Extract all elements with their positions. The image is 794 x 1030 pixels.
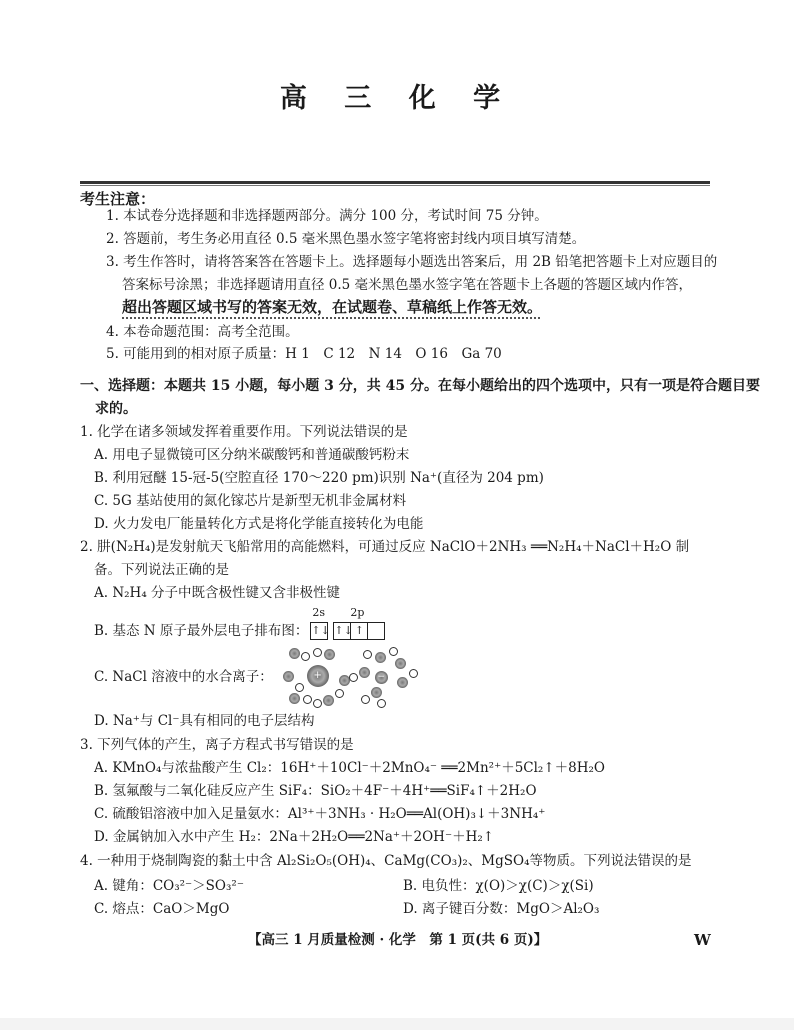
header-rule [80,181,710,184]
section-heading-cont: 求的。 [95,401,137,417]
water-molecule [324,649,335,660]
water-molecule [323,695,334,706]
orbital-box-2p [367,622,385,640]
q2-option-c: C. NaCl 溶液中的水合离子： [94,669,273,685]
notice-item: 答案标号涂黑；非选择题请用直径 0.5 毫米黑色墨水签字笔在答题卡上各题的答题区域内作答， [122,277,693,293]
water-molecule [397,677,408,688]
water-molecule [289,693,300,704]
water-molecule [283,671,294,682]
q2-option-b: B. 基态 N 原子最外层电子排布图： [94,623,309,639]
q2-option-a: A. N₂H₄ 分子中既含极性键又含非极性键 [94,585,341,601]
q2-option-c-row [94,645,419,709]
q2-stem-cont: 备。下列说法正确的是 [94,562,229,578]
q4-option-d: D. 离子键百分数：MgO＞Al₂O₃ [403,901,600,917]
water-molecule [375,652,386,663]
q1-option-d: D. 火力发电厂能量转化方式是将化学能直接转化为电能 [94,516,424,532]
orbital-label-2s: 2s [312,606,326,619]
q3-option-c: C. 硫酸铝溶液中加入足量氨水：Al³⁺＋3NH₃ · H₂O══Al(OH)₃↓＋3NH₄⁺ [94,806,546,822]
hydrated-ions-figure [277,645,419,709]
q3-option-a: A. KMnO₄与浓盐酸产生 Cl₂：16H⁺＋10Cl⁻＋2MnO₄⁻ ══2Mn²⁺＋5Cl₂↑＋8H₂O [94,760,605,776]
water-molecule [395,658,406,669]
notice-item: 3. 考生作答时，请将答案答在答题卡上。选择题每小题选出答案后，用 2B 铅笔把答题卡上对应题目的 [106,254,718,270]
q4-option-a: A. 键角：CO₃²⁻＞SO₃²⁻ [94,878,244,894]
header-rule-thin [80,185,710,186]
notice-item: 5. 可能用到的相对原子质量：H 1 C 12 N 14 O 16 Ga 70 [106,346,502,362]
q4-option-b: B. 电负性：χ(O)＞χ(C)＞χ(Si) [403,878,594,894]
q2-option-b-row [94,604,384,640]
notice-item: 2. 答题前，考生务必用直径 0.5 毫米黑色墨水签字笔将密封线内项目填写清楚。 [106,231,586,247]
q1-option-c: C. 5G 基站使用的氮化镓芯片是新型无机非金属材料 [94,493,407,509]
q3-stem: 3. 下列气体的产生，离子方程式书写错误的是 [80,737,354,753]
notice-item: 4. 本卷命题范围：高考全范围。 [106,324,299,340]
q2-option-d: D. Na⁺与 Cl⁻具有相同的电子层结构 [94,713,315,729]
q3-option-d: D. 金属钠加入水中产生 H₂：2Na＋2H₂O══2Na⁺＋2OH⁻＋H₂↑ [94,829,495,845]
chloride-ion: − [375,671,388,684]
orbital-box-2p: ↑ [350,622,368,640]
water-molecule [359,667,370,678]
water-molecule [371,687,382,698]
q4-option-c: C. 熔点：CaO＞MgO [94,901,230,917]
orbital-box-2p: ↑↓ [333,622,351,640]
q1-option-b: B. 利用冠醚 15-冠-5(空腔直径 170～220 pm)识别 Na⁺(直径为 204 pm) [94,470,544,486]
footer-mark: W [694,931,711,949]
page-title: 高 三 化 学 [279,83,515,114]
water-molecule [289,648,300,659]
orbital-label-2p: 2p [350,606,365,619]
q3-option-b: B. 氢氟酸与二氧化硅反应产生 SiF₄：SiO₂＋4F⁻＋4H⁺══SiF₄↑＋2H₂O [94,783,537,799]
orbital-diagram [310,606,384,640]
q4-stem: 4. 一种用于烧制陶瓷的黏土中含 Al₂Si₂O₅(OH)₄、CaMg(CO₃)₂、MgSO₄等物质。下列说法错误的是 [80,853,692,869]
notice-heading: 考生注意： [80,190,156,208]
notice-item-emphasis: 超出答题区域书写的答案无效，在试题卷、草稿纸上作答无效。 [122,298,543,316]
page-footer: 【高三 1 月质量检测 · 化学 第 1 页(共 6 页)】 [248,932,548,948]
q2-stem: 2. 肼(N₂H₄)是发射航天飞船常用的高能燃料，可通过反应 NaClO＋2NH₃ ══N₂H₄＋NaCl＋H₂O 制 [80,539,690,555]
notice-item: 1. 本试卷分选择题和非选择题两部分。满分 100 分，考试时间 75 分钟。 [106,208,548,224]
section-heading: 一、选择题：本题共 15 小题，每小题 3 分，共 45 分。在每小题给出的四个选项中，只有一项是符合题目要 [80,378,760,394]
orbital-box-2s: ↑↓ [310,622,328,640]
q1-option-a: A. 用电子显微镜可区分纳米碳酸钙和普通碳酸钙粉末 [94,447,410,463]
page-bottom-edge [0,1018,794,1030]
q1-stem: 1. 化学在诸多领域发挥着重要作用。下列说法错误的是 [80,424,408,440]
sodium-ion: + [307,665,329,687]
